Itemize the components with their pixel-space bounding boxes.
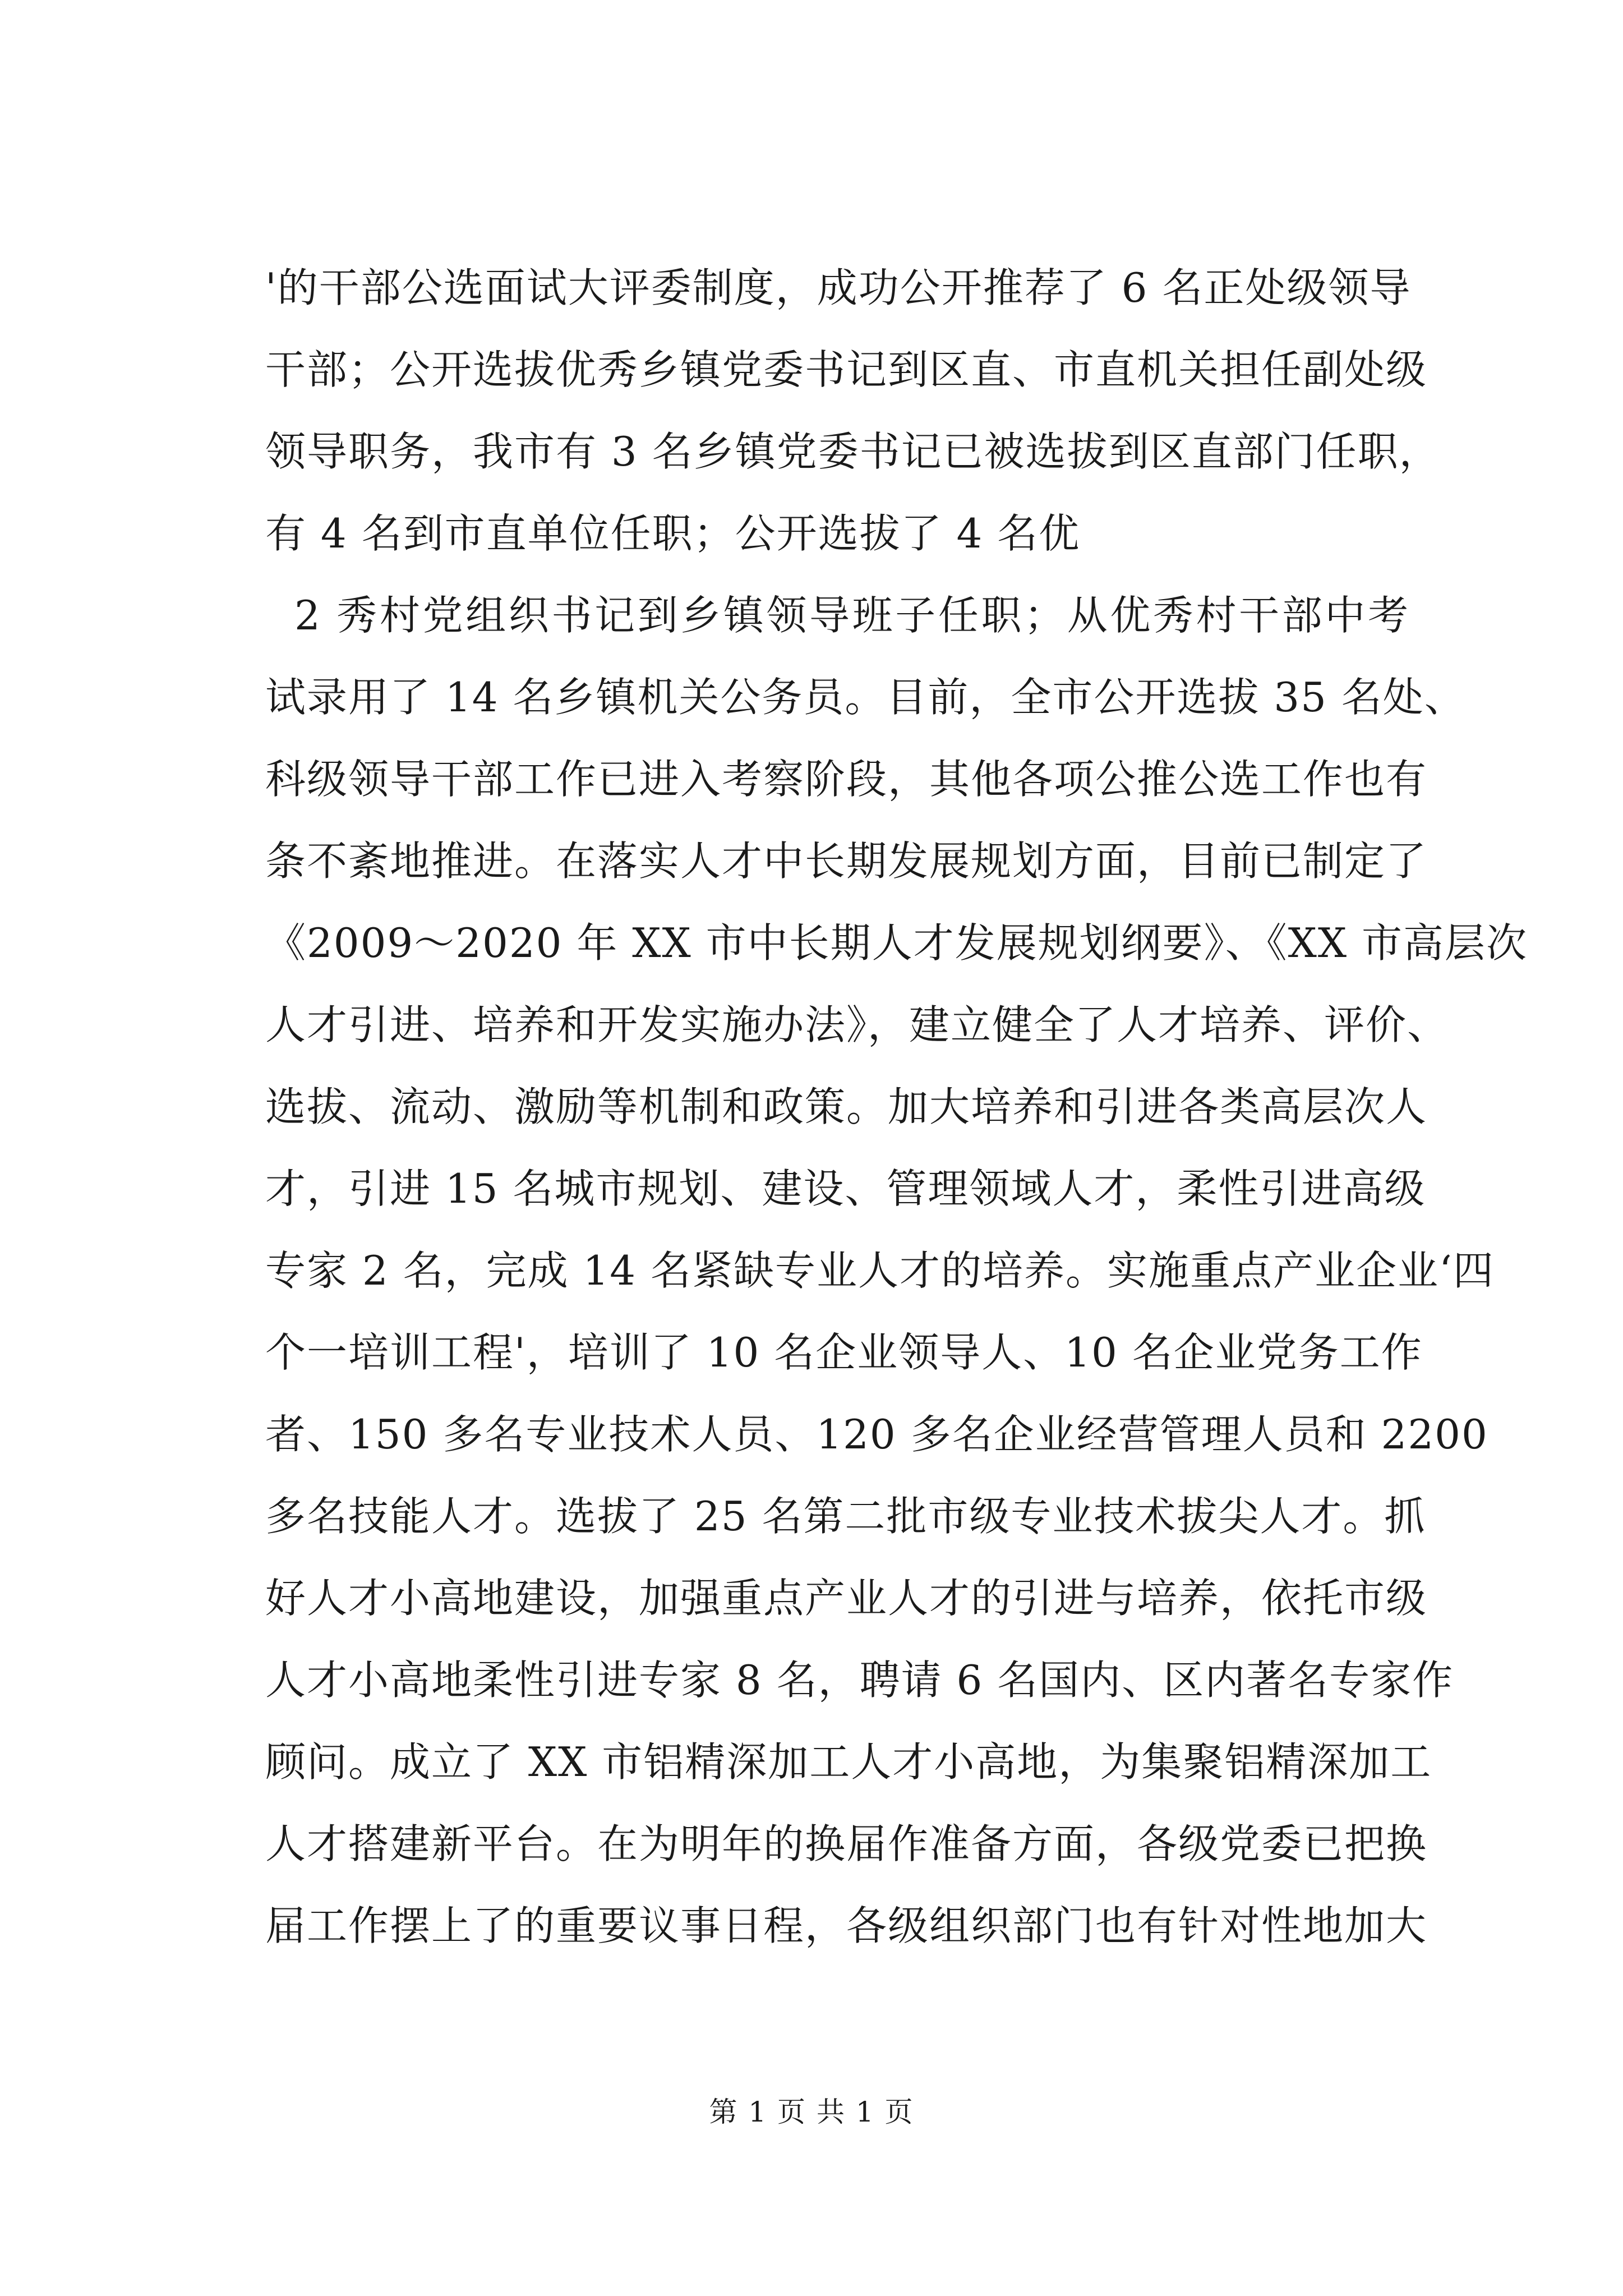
- text-line: 干部；公开选拔优秀乡镇党委书记到区直、市直机关担任副处级: [265, 346, 1428, 393]
- text-line: 人才引进、培养和开发实施办法》，建立健全了人才培养、评价、: [265, 1001, 1449, 1048]
- text-line: '的干部公选面试大评委制度，成功公开推荐了 6 名正处级领导: [265, 264, 1412, 311]
- text-line: 《2009～2020 年 XX 市中长期人才发展规划纲要》、《XX 市高层次: [265, 919, 1528, 967]
- text-line: 多名技能人才。选拔了 25 名第二批市级专业技术拔尖人才。抓: [265, 1493, 1426, 1540]
- page-footer: 第 1 页 共 1 页: [709, 2096, 914, 2128]
- text-line: 者、150 多名专业技术人员、120 多名企业经营管理人员和 2200: [265, 1411, 1488, 1458]
- text-line: 顾问。成立了 XX 市铝精深加工人才小高地，为集聚铝精深加工: [265, 1738, 1432, 1786]
- text-line: 选拔、流动、激励等机制和政策。加大培养和引进各类高层次人: [265, 1083, 1428, 1130]
- text-line: 试录用了 14 名乡镇机关公务员。目前，全市公开选拔 35 名处、: [265, 674, 1466, 721]
- text-line: 好人才小高地建设，加强重点产业人才的引进与培养，依托市级: [265, 1575, 1428, 1622]
- text-line: 人才搭建新平台。在为明年的换届作准备方面，各级党委已把换: [265, 1820, 1428, 1867]
- text-line: 专家 2 名，完成 14 名紧缺专业人才的培养。实施重点产业企业‘四: [265, 1247, 1495, 1294]
- text-line: 科级领导干部工作已进入考察阶段，其他各项公推公选工作也有: [265, 756, 1428, 803]
- text-line: 个一培训工程'，培训了 10 名企业领导人、10 名企业党务工作: [265, 1329, 1423, 1376]
- text-line: 条不紊地推进。在落实人才中长期发展规划方面，目前已制定了: [265, 838, 1428, 885]
- text-line: 2 秀村党组织书记到乡镇领导班子任职；从优秀村干部中考: [294, 592, 1409, 639]
- text-line: 人才小高地柔性引进专家 8 名，聘请 6 名国内、区内著名专家作: [265, 1657, 1454, 1704]
- text-line: 才，引进 15 名城市规划、建设、管理领域人才，柔性引进高级: [265, 1165, 1426, 1212]
- text-line: 届工作摆上了的重要议事日程，各级组织部门也有针对性地加大: [265, 1902, 1428, 1949]
- body-text: [265, 247, 1528, 1967]
- text-line: 领导职务，我市有 3 名乡镇党委书记已被选拔到区直部门任职，: [265, 428, 1441, 475]
- text-line: 有 4 名到市直单位任职；公开选拔了 4 名优: [265, 510, 1081, 557]
